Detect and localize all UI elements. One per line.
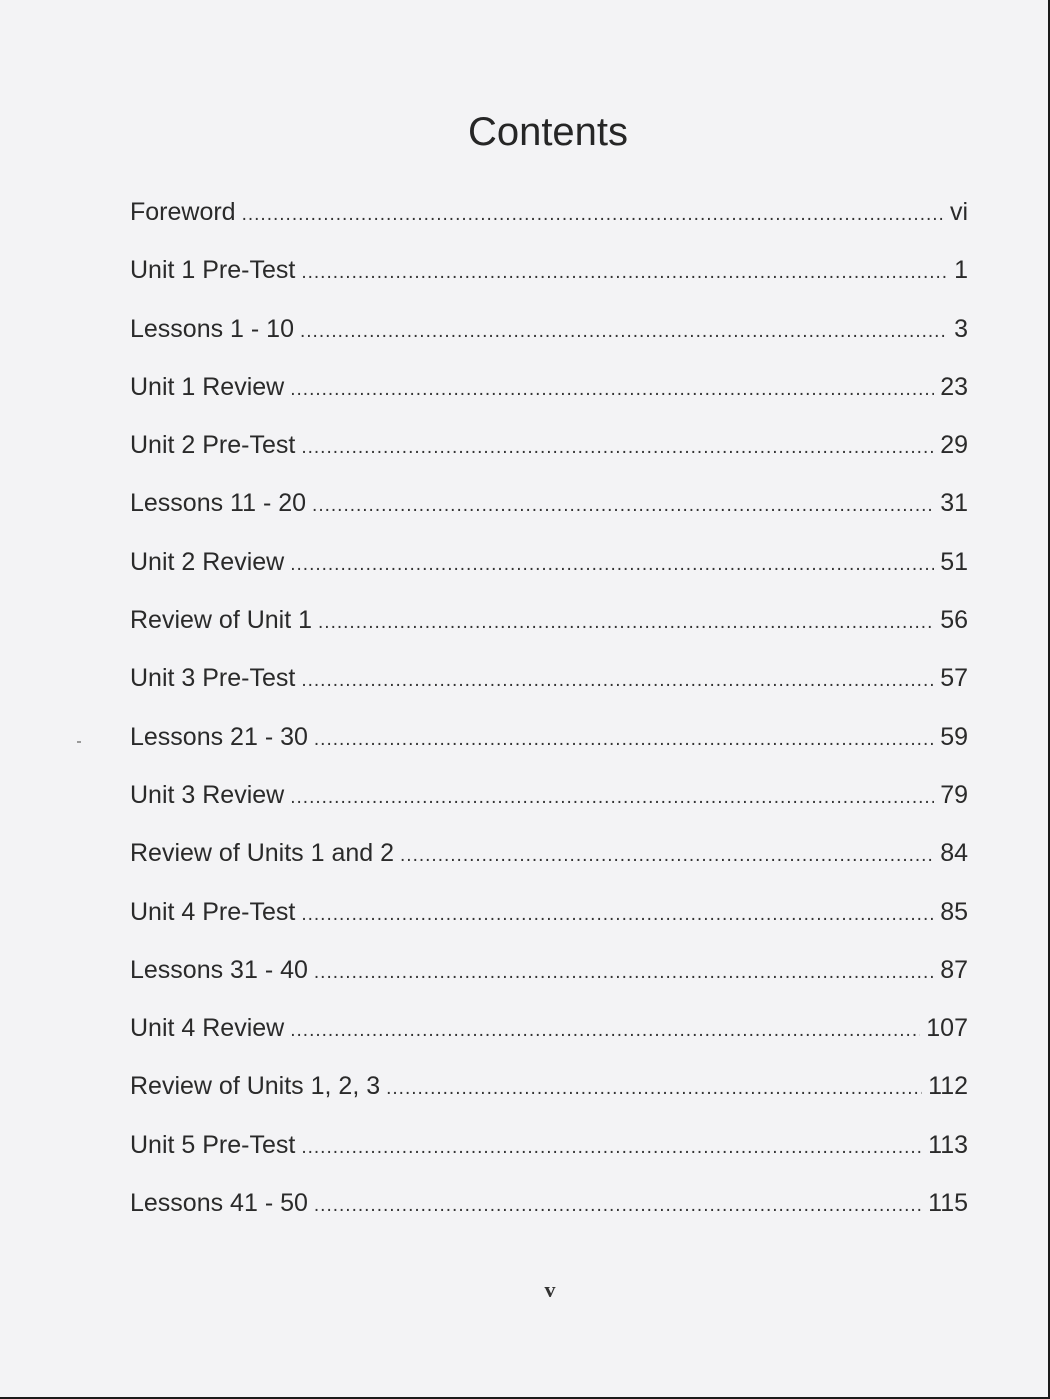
toc-entry	[130, 1131, 968, 1189]
dot-leader	[301, 1137, 922, 1159]
dot-leader	[314, 1195, 922, 1217]
toc-entry-page: 59	[940, 722, 968, 751]
toc-entry-label: Lessons 11 - 20	[130, 489, 307, 518]
toc-entry-page: 23	[940, 372, 968, 401]
toc-entry	[130, 548, 968, 606]
dot-leader	[290, 554, 934, 576]
toc-entry-page: 85	[940, 897, 968, 926]
toc-entry-label: Lessons 21 - 30	[130, 722, 308, 751]
toc-entry	[130, 198, 968, 256]
page-number: v	[544, 1277, 556, 1302]
dot-leader	[242, 204, 944, 226]
dot-leader	[301, 904, 934, 926]
toc-entry	[130, 1189, 968, 1247]
toc-entry	[130, 839, 968, 897]
toc-entry-page: 115	[928, 1189, 968, 1218]
toc-entry-label: Review of Unit 1	[130, 606, 313, 635]
toc-entry	[130, 431, 968, 489]
toc-entry-label: Unit 2 Review	[130, 547, 285, 576]
dot-leader	[301, 262, 948, 284]
dot-leader	[300, 321, 948, 343]
toc-entry-page: 107	[926, 1014, 968, 1043]
toc-entry	[130, 489, 968, 547]
toc-entry-label: Unit 3 Review	[130, 780, 285, 809]
toc-entry-label: Review of Units 1, 2, 3	[130, 1072, 381, 1101]
page-title: Contents	[467, 110, 629, 154]
toc-entry	[130, 373, 968, 431]
toc-entry-page: 79	[940, 780, 968, 809]
dot-leader	[314, 729, 934, 751]
toc-entry-label: Unit 4 Pre-Test	[130, 897, 296, 926]
scan-speck	[77, 741, 81, 743]
toc-entry-page: 3	[954, 314, 968, 343]
dot-leader	[318, 612, 934, 634]
toc-entry-label: Lessons 31 - 40	[130, 955, 308, 984]
toc-entry-label: Unit 5 Pre-Test	[130, 1130, 296, 1159]
dot-leader	[386, 1078, 922, 1100]
toc-entry-label: Review of Units 1 and 2	[130, 839, 395, 868]
toc-entry-page: 57	[940, 664, 968, 693]
toc-entry-page: 29	[940, 431, 968, 460]
dot-leader	[290, 1020, 920, 1042]
dot-leader	[312, 495, 934, 517]
toc-entry-page: 84	[940, 839, 968, 868]
dot-leader	[290, 787, 934, 809]
toc-entry-page: 112	[928, 1072, 968, 1101]
dot-leader	[290, 379, 934, 401]
toc-entry	[130, 723, 968, 781]
toc-entry	[130, 898, 968, 956]
toc-entry-label: Unit 2 Pre-Test	[130, 431, 296, 460]
toc-entry-page: 31	[940, 489, 968, 518]
dot-leader	[400, 845, 934, 867]
toc-entry-label: Foreword	[130, 198, 236, 226]
dot-leader	[314, 962, 934, 984]
toc-entry-label: Lessons 1 - 10	[130, 314, 294, 343]
toc-entry-page: 87	[940, 955, 968, 984]
toc-entry	[130, 1014, 968, 1072]
toc-entry-page: vi	[949, 198, 968, 226]
toc-entry-label: Unit 1 Review	[130, 372, 285, 401]
toc-entry	[130, 781, 968, 839]
toc-entry	[130, 956, 968, 1014]
toc-entry	[130, 1072, 968, 1130]
dot-leader	[301, 437, 934, 459]
toc-entry-label: Unit 3 Pre-Test	[130, 664, 296, 693]
toc-entry	[130, 256, 968, 314]
toc-entry-page: 51	[940, 547, 968, 576]
table-of-contents	[130, 198, 968, 1247]
dot-leader	[301, 670, 934, 692]
toc-entry-page: 56	[940, 606, 968, 635]
toc-entry-label: Unit 4 Review	[130, 1014, 285, 1043]
toc-entry	[130, 664, 968, 722]
toc-entry	[130, 606, 968, 664]
toc-entry	[130, 315, 968, 373]
toc-entry-page: 113	[928, 1130, 968, 1159]
toc-entry-label: Unit 1 Pre-Test	[130, 256, 296, 285]
toc-entry-label: Lessons 41 - 50	[130, 1189, 308, 1218]
toc-entry-page: 1	[954, 256, 968, 285]
